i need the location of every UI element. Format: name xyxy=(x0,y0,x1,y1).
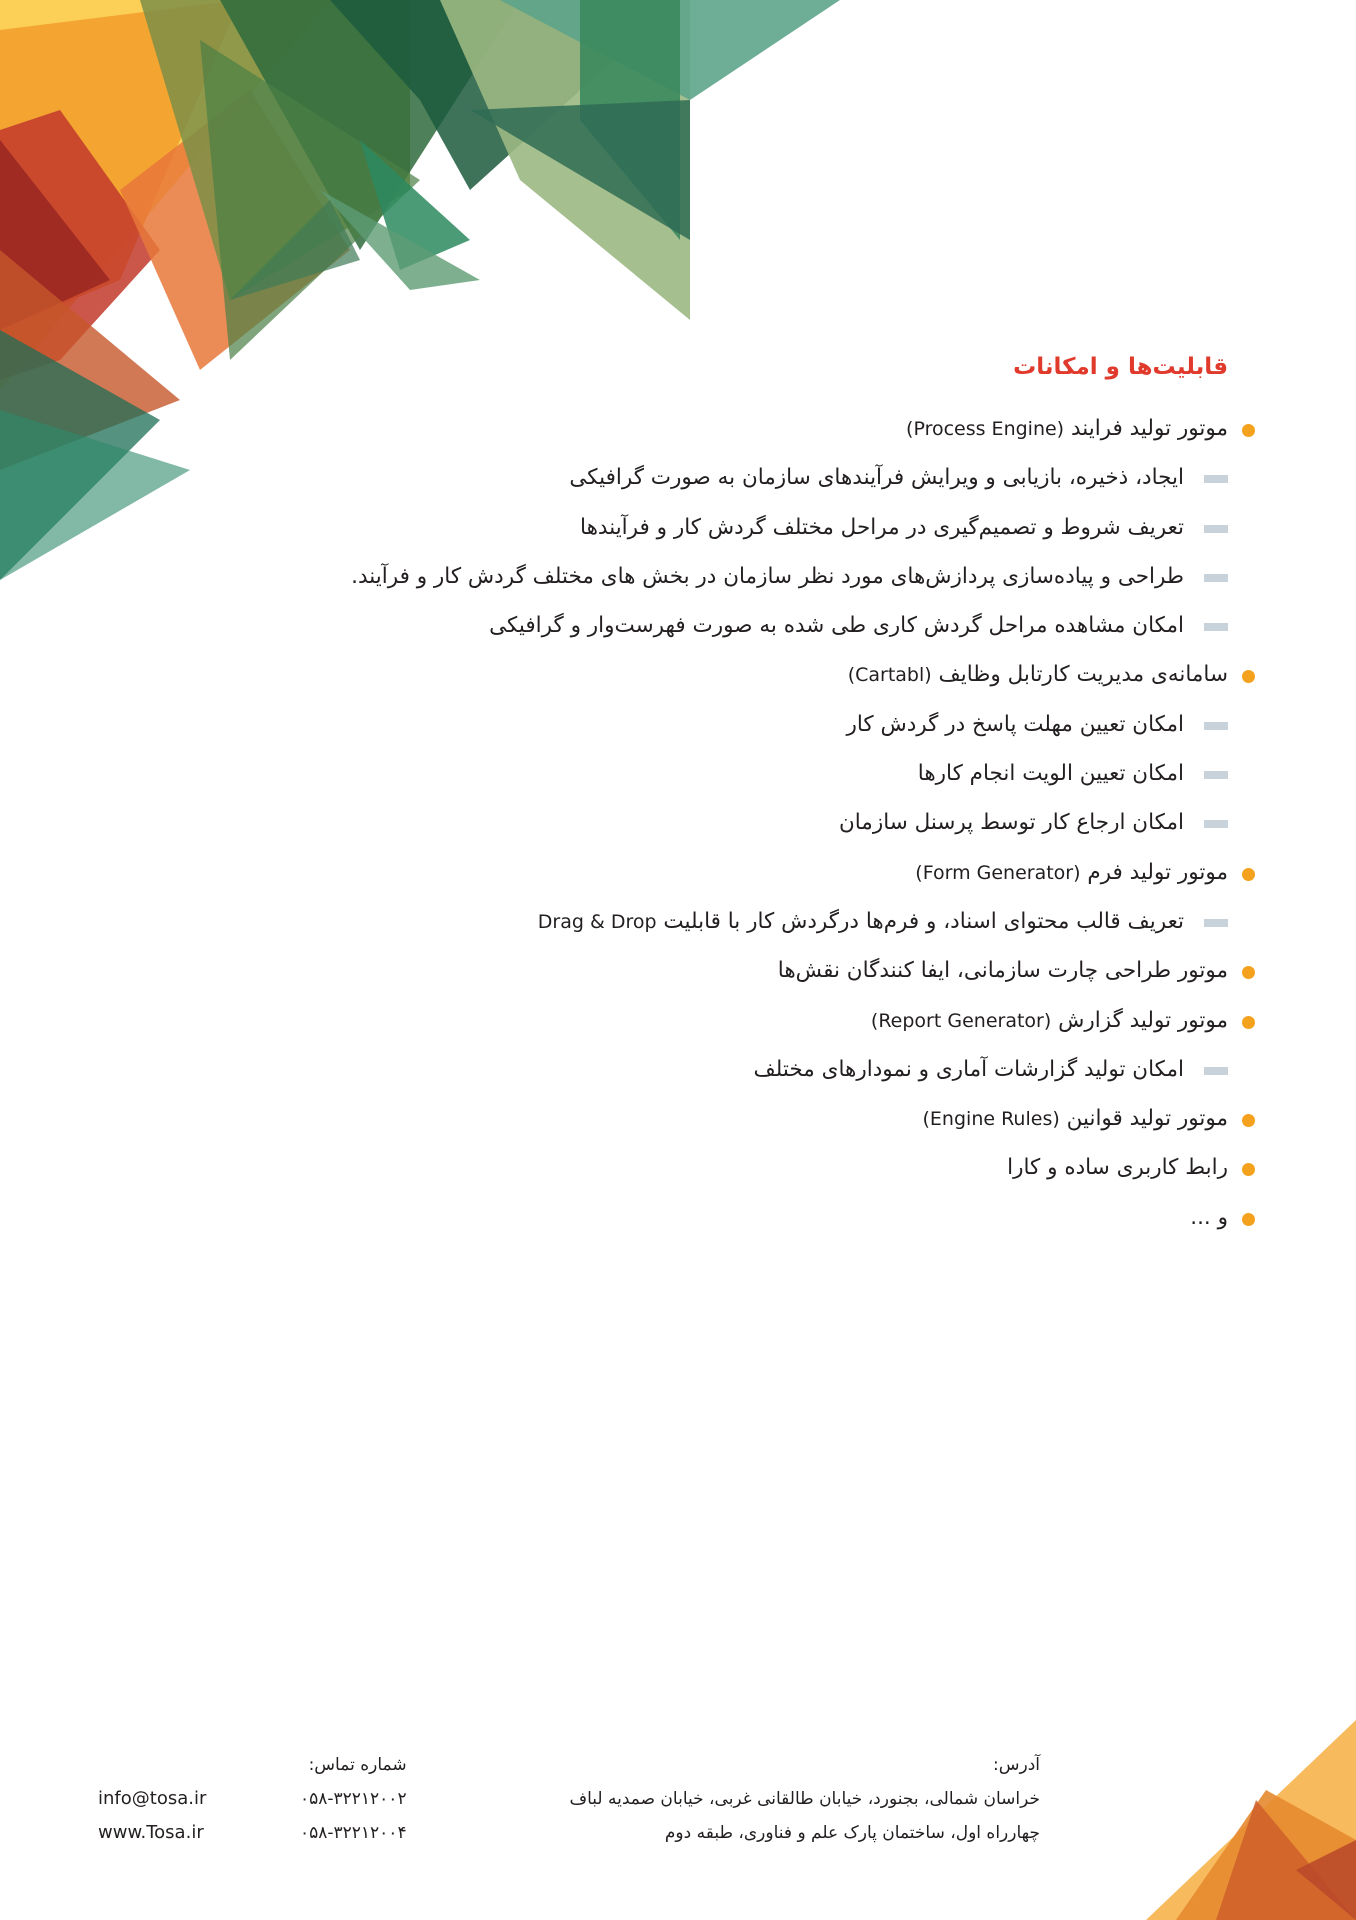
bullet-dot-icon xyxy=(1242,424,1255,437)
website-link[interactable]: www.Tosa.ir xyxy=(98,1822,204,1843)
feature-item xyxy=(128,1094,1228,1143)
item-text: موتور طراحی چارت سازمانی، ایفا کنندگان نقش‌ها xyxy=(777,958,1228,984)
item-text: رابط کاربری ساده و کارا xyxy=(1007,1155,1228,1181)
item-text: امکان تولید گزارشات آماری و نمودارهای مختلف xyxy=(753,1056,1184,1082)
item-text: امکان تعیین مهلت پاسخ در گردش کار xyxy=(846,711,1184,737)
contact-phones xyxy=(300,1748,407,1850)
item-latin-term: (Cartabl) xyxy=(847,664,932,687)
item-latin-term: (Engine Rules) xyxy=(922,1108,1060,1131)
bullet-dash-icon xyxy=(1204,722,1228,730)
item-text: امکان تعیین الویت انجام کارها xyxy=(917,761,1184,787)
bullet-dot-icon xyxy=(1242,1163,1255,1176)
bullet-dot-icon xyxy=(1242,670,1255,683)
bullet-dash-icon xyxy=(1204,771,1228,779)
item-latin-term: Drag & Drop xyxy=(537,910,657,933)
item-latin-term: (Report Generator) xyxy=(870,1009,1052,1032)
email-link[interactable]: info@tosa.ir xyxy=(98,1788,207,1809)
bullet-dash-icon xyxy=(1204,623,1228,631)
bullet-dot-icon xyxy=(1242,1016,1255,1029)
feature-subitem xyxy=(128,798,1228,847)
bullet-dash-icon xyxy=(1204,820,1228,828)
bullet-dash-icon xyxy=(1204,1067,1228,1075)
features-list xyxy=(128,404,1228,1242)
bullet-dot-icon xyxy=(1242,1213,1255,1226)
bullet-dot-icon xyxy=(1242,966,1255,979)
bullet-dash-icon xyxy=(1204,525,1228,533)
feature-subitem xyxy=(128,552,1228,601)
feature-subitem xyxy=(128,503,1228,552)
item-latin-term: (Process Engine) xyxy=(906,418,1065,440)
address-block xyxy=(569,1748,1040,1850)
item-text: موتور تولید فرم xyxy=(1087,859,1228,885)
bullet-dash-icon xyxy=(1204,475,1228,483)
section-title: قابلیت‌ها و امکانات xyxy=(1013,354,1228,380)
bullet-dot-icon xyxy=(1242,1114,1255,1127)
item-text: امکان ارجاع کار توسط پرسنل سازمان xyxy=(838,810,1184,836)
feature-subitem xyxy=(128,453,1228,502)
item-text: موتور تولید قوانین xyxy=(1066,1106,1228,1132)
feature-item xyxy=(128,848,1228,897)
address-line-2: چهارراه اول، ساختمان پارک علم و فناوری، طبقه دوم xyxy=(664,1823,1040,1843)
web-contacts xyxy=(98,1782,206,1850)
bullet-dash-icon xyxy=(1204,919,1228,927)
address-line-1: خراسان شمالی، بجنورد، خیابان طالقانی غربی، خیابان صمدیه لباف xyxy=(569,1789,1040,1809)
feature-subitem xyxy=(128,1045,1228,1094)
feature-item xyxy=(128,650,1228,699)
item-text: موتور تولید گزارش xyxy=(1058,1007,1228,1033)
footer xyxy=(0,1748,1356,1858)
feature-item xyxy=(128,996,1228,1045)
item-text: و ... xyxy=(1190,1204,1228,1230)
item-latin-term: (Form Generator) xyxy=(915,861,1081,884)
features-section xyxy=(128,352,1228,1242)
feature-subitem xyxy=(128,601,1228,650)
item-text: ایجاد، ذخیره، بازیابی و ویرایش فرآیندهای سازمان به صورت گرافیکی xyxy=(569,465,1184,491)
feature-item xyxy=(128,946,1228,995)
feature-item xyxy=(128,1193,1228,1242)
item-text: سامانه‌ی مدیریت کارتابل وظایف xyxy=(938,662,1228,688)
item-text: طراحی و پیاده‌سازی پردازش‌های مورد نظر سازمان در بخش های مختلف گردش کار و فرآیند. xyxy=(351,563,1184,589)
feature-subitem xyxy=(128,749,1228,798)
feature-item xyxy=(128,404,1228,453)
phone-number-2: ۰۵۸-۳۲۲۱۲۰۰۴ xyxy=(300,1823,407,1843)
item-text: تعریف قالب محتوای اسناد، و فرم‌ها درگردش کار با قابلیت xyxy=(663,908,1184,934)
item-text: موتور تولید فرایند xyxy=(1070,416,1228,441)
feature-subitem xyxy=(128,700,1228,749)
phone-number-1: ۰۵۸-۳۲۲۱۲۰۰۲ xyxy=(300,1789,407,1809)
bullet-dot-icon xyxy=(1242,868,1255,881)
address-label: آدرس: xyxy=(993,1755,1040,1775)
feature-item xyxy=(128,1143,1228,1192)
item-text: امکان مشاهده مراحل گردش کاری طی شده به صورت فهرست‌وار و گرافیکی xyxy=(489,613,1184,639)
item-text: تعریف شروط و تصمیم‌گیری در مراحل مختلف گردش کار و فرآیندها xyxy=(580,514,1184,540)
feature-subitem xyxy=(128,897,1228,946)
phone-label: شماره تماس: xyxy=(308,1755,407,1775)
bullet-dash-icon xyxy=(1204,574,1228,582)
